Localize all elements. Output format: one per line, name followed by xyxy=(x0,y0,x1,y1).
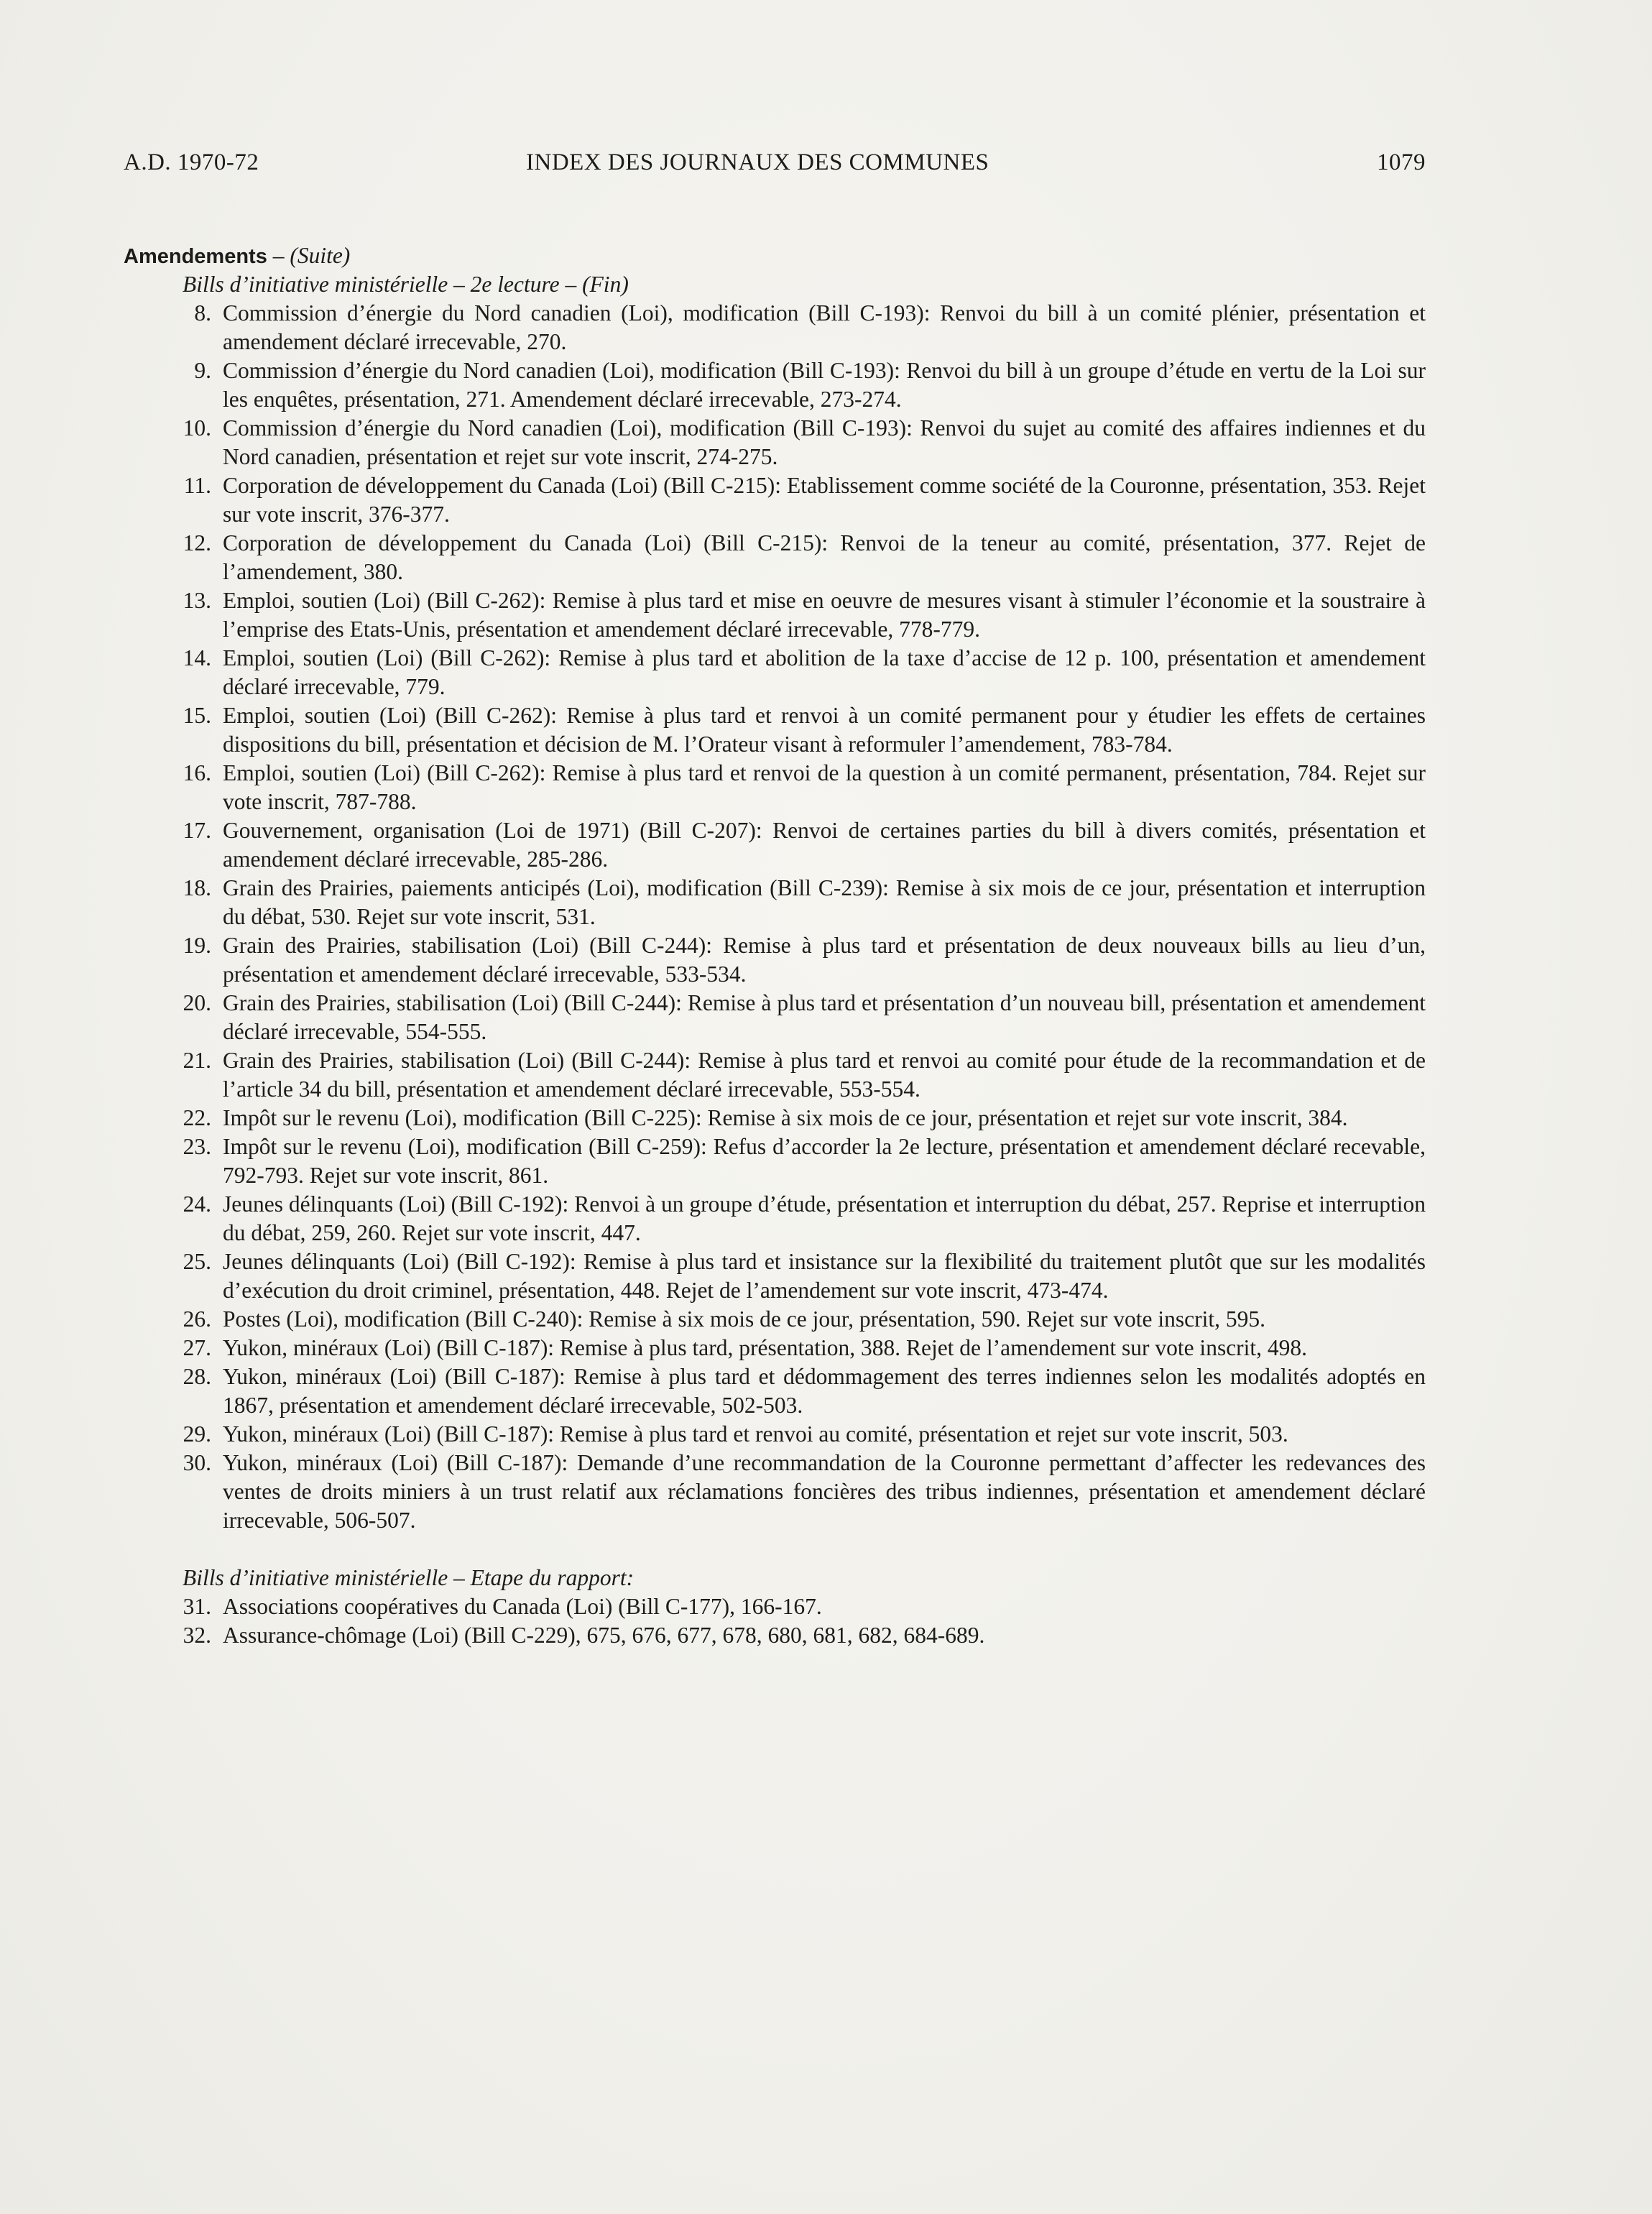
entry-text: Commission d’énergie du Nord canadien (Loi), modification (Bill C-193): Renvoi du bill à un comité plénier, présentation et amendement déclaré irrecevable, 270. xyxy=(223,300,1426,354)
index-entry xyxy=(124,1420,1426,1449)
entry-number: 19. xyxy=(183,933,211,958)
index-entry xyxy=(124,1190,1426,1247)
entry-text: Postes (Loi), modification (Bill C-240): Remise à six mois de ce jour, présentation, 590. Rejet sur vote inscrit, 595. xyxy=(223,1306,1265,1332)
index-entry xyxy=(124,1305,1426,1334)
index-entry xyxy=(124,299,1426,356)
entry-number: 27. xyxy=(183,1335,211,1360)
heading-dash: – xyxy=(267,243,290,268)
entry-text: Jeunes délinquants (Loi) (Bill C-192): Renvoi à un groupe d’étude, présentation et interruption du débat, 257. Reprise et interruption du débat, 259, 260. Rejet sur vote inscrit, 447. xyxy=(223,1191,1426,1245)
index-entry xyxy=(124,1334,1426,1362)
entry-text: Corporation de développement du Canada (Loi) (Bill C-215): Etablissement comme société de la Couronne, présentation, 353. Rejet sur vote inscrit, 376-377. xyxy=(223,473,1426,527)
entry-text: Yukon, minéraux (Loi) (Bill C-187): Demande d’une recommandation de la Couronne permettant d’affecter les redevances des ventes de droits miniers à un trust relatif aux réclamations foncières des tribus indiennes, présentation et amendement déclaré irrecevable, 506-507. xyxy=(223,1450,1426,1533)
index-entry xyxy=(124,989,1426,1046)
entry-number: 29. xyxy=(183,1421,211,1447)
index-entry xyxy=(124,701,1426,759)
entry-text: Yukon, minéraux (Loi) (Bill C-187): Remise à plus tard, présentation, 388. Rejet de l’amendement sur vote inscrit, 498. xyxy=(223,1335,1308,1360)
entry-number: 12. xyxy=(183,530,211,555)
entry-number: 9. xyxy=(194,358,211,383)
entry-number: 17. xyxy=(183,818,211,843)
entry-text: Corporation de développement du Canada (Loi) (Bill C-215): Renvoi de la teneur au comité, présentation, 377. Rejet de l’amendement, 380. xyxy=(223,530,1426,584)
entry-text: Jeunes délinquants (Loi) (Bill C-192): Remise à plus tard et insistance sur la flexibilité du traitement plutôt que sur les modalités d’exécution du droit criminel, présentation, 448. Rejet de l’amendement sur vote inscrit, 473-474. xyxy=(223,1249,1426,1303)
index-entry xyxy=(124,414,1426,471)
entry-list xyxy=(124,1592,1426,1650)
entry-number: 26. xyxy=(183,1306,211,1332)
index-entry xyxy=(124,644,1426,701)
heading-term: Amendements xyxy=(124,245,267,268)
entry-text: Commission d’énergie du Nord canadien (Loi), modification (Bill C-193): Renvoi du bill à un groupe d’étude en vertu de la Loi sur les enquêtes, présentation, 271. Amendement déclaré irrecevable, 273-274. xyxy=(223,358,1426,412)
running-head-title: INDEX DES JOURNAUX DES COMMUNES xyxy=(526,149,989,175)
entry-number: 24. xyxy=(183,1191,211,1217)
index-entry xyxy=(124,874,1426,931)
entry-text: Emploi, soutien (Loi) (Bill C-262): Remise à plus tard et abolition de la taxe d’accise de 12 p. 100, présentation et amendement déclaré irrecevable, 779. xyxy=(223,645,1426,699)
page-number: 1079 xyxy=(1377,149,1426,175)
entry-number: 8. xyxy=(194,300,211,326)
entry-number: 23. xyxy=(183,1134,211,1159)
entry-number: 32. xyxy=(183,1623,211,1648)
entry-text: Assurance-chômage (Loi) (Bill C-229), 675, 676, 677, 678, 680, 681, 682, 684-689. xyxy=(223,1623,985,1648)
running-head xyxy=(124,149,1426,185)
entry-text: Grain des Prairies, stabilisation (Loi) (Bill C-244): Remise à plus tard et renvoi au comité pour étude de la recommandation et de l’article 34 du bill, présentation et amendement déclaré irrecevable, 553-554. xyxy=(223,1048,1426,1102)
running-head-date: A.D. 1970-72 xyxy=(124,149,259,175)
index-entry xyxy=(124,1247,1426,1305)
entry-text: Gouvernement, organisation (Loi de 1971) (Bill C-207): Renvoi de certaines parties du bill à divers comités, présentation et amendement déclaré irrecevable, 285-286. xyxy=(223,818,1426,872)
index-entry xyxy=(124,1046,1426,1104)
entry-number: 14. xyxy=(183,645,211,670)
entry-text: Emploi, soutien (Loi) (Bill C-262): Remise à plus tard et renvoi à un comité permanent pour y étudier les effets de certaines dispositions du bill, présentation et décision de M. l’Orateur visant à reformuler l’amendement, 783-784. xyxy=(223,703,1426,757)
entry-number: 20. xyxy=(183,990,211,1015)
section-heading xyxy=(124,241,1426,270)
index-entry xyxy=(124,1104,1426,1133)
index-entry xyxy=(124,1592,1426,1621)
index-entry xyxy=(124,529,1426,586)
entry-text: Emploi, soutien (Loi) (Bill C-262): Remise à plus tard et mise en oeuvre de mesures visant à stimuler l’économie et la soustraire à l’emprise des Etats-Unis, présentation et amendement déclaré irrecevable, 778-779. xyxy=(223,588,1426,642)
entry-text: Grain des Prairies, stabilisation (Loi) (Bill C-244): Remise à plus tard et présentation d’un nouveau bill, présentation et amendement déclaré irrecevable, 554-555. xyxy=(223,990,1426,1044)
entry-number: 31. xyxy=(183,1594,211,1619)
entry-text: Impôt sur le revenu (Loi), modification (Bill C-259): Refus d’accorder la 2e lecture, présentation et amendement déclaré recevable, 792-793. Rejet sur vote inscrit, 861. xyxy=(223,1134,1426,1188)
entry-number: 11. xyxy=(183,473,211,498)
index-entry xyxy=(124,471,1426,529)
index-entry xyxy=(124,931,1426,989)
entry-number: 15. xyxy=(183,703,211,728)
entry-text: Associations coopératives du Canada (Loi) (Bill C-177), 166-167. xyxy=(223,1594,822,1619)
entry-number: 28. xyxy=(183,1364,211,1389)
heading-suite: (Suite) xyxy=(290,243,351,268)
entry-number: 30. xyxy=(183,1450,211,1475)
index-entry xyxy=(124,1621,1426,1650)
index-entry xyxy=(124,586,1426,644)
entry-number: 18. xyxy=(183,875,211,900)
index-entry xyxy=(124,1133,1426,1190)
entry-number: 22. xyxy=(183,1105,211,1130)
entry-number: 21. xyxy=(183,1048,211,1073)
entry-text: Emploi, soutien (Loi) (Bill C-262): Remise à plus tard et renvoi de la question à un comité permanent, présentation, 784. Rejet sur vote inscrit, 787-788. xyxy=(223,760,1426,814)
index-entry xyxy=(124,816,1426,874)
index-content xyxy=(124,241,1426,1650)
entry-list xyxy=(124,299,1426,1535)
index-entry xyxy=(124,759,1426,816)
entry-number: 13. xyxy=(183,588,211,613)
entry-number: 10. xyxy=(183,415,211,441)
index-entry xyxy=(124,356,1426,414)
subsection-title: Bills d’initiative ministérielle – Etape du rapport: xyxy=(183,1565,635,1590)
entry-text: Grain des Prairies, stabilisation (Loi) (Bill C-244): Remise à plus tard et présentation de deux nouveaux bills au lieu d’un, présentation et amendement déclaré irrecevable, 533-534. xyxy=(223,933,1426,987)
entry-text: Grain des Prairies, paiements anticipés (Loi), modification (Bill C-239): Remise à six mois de ce jour, présentation et interruption du débat, 530. Rejet sur vote inscrit, 531. xyxy=(223,875,1426,929)
entry-text: Impôt sur le revenu (Loi), modification (Bill C-225): Remise à six mois de ce jour, présentation et rejet sur vote inscrit, 384. xyxy=(223,1105,1348,1130)
entry-number: 25. xyxy=(183,1249,211,1274)
subsection-title: Bills d’initiative ministérielle – 2e lecture – (Fin) xyxy=(183,272,629,297)
entry-text: Yukon, minéraux (Loi) (Bill C-187): Remise à plus tard et dédommagement des terres indiennes selon les modalités adoptés en 1867, présentation et amendement déclaré irrecevable, 502-503. xyxy=(223,1364,1426,1418)
entry-text: Yukon, minéraux (Loi) (Bill C-187): Remise à plus tard et renvoi au comité, présentation et rejet sur vote inscrit, 503. xyxy=(223,1421,1288,1447)
index-entry xyxy=(124,1449,1426,1535)
index-entry xyxy=(124,1362,1426,1420)
entry-text: Commission d’énergie du Nord canadien (Loi), modification (Bill C-193): Renvoi du sujet au comité des affaires indiennes et du Nord canadien, présentation et rejet sur vote inscrit, 274-275. xyxy=(223,415,1426,469)
entry-number: 16. xyxy=(183,760,211,785)
